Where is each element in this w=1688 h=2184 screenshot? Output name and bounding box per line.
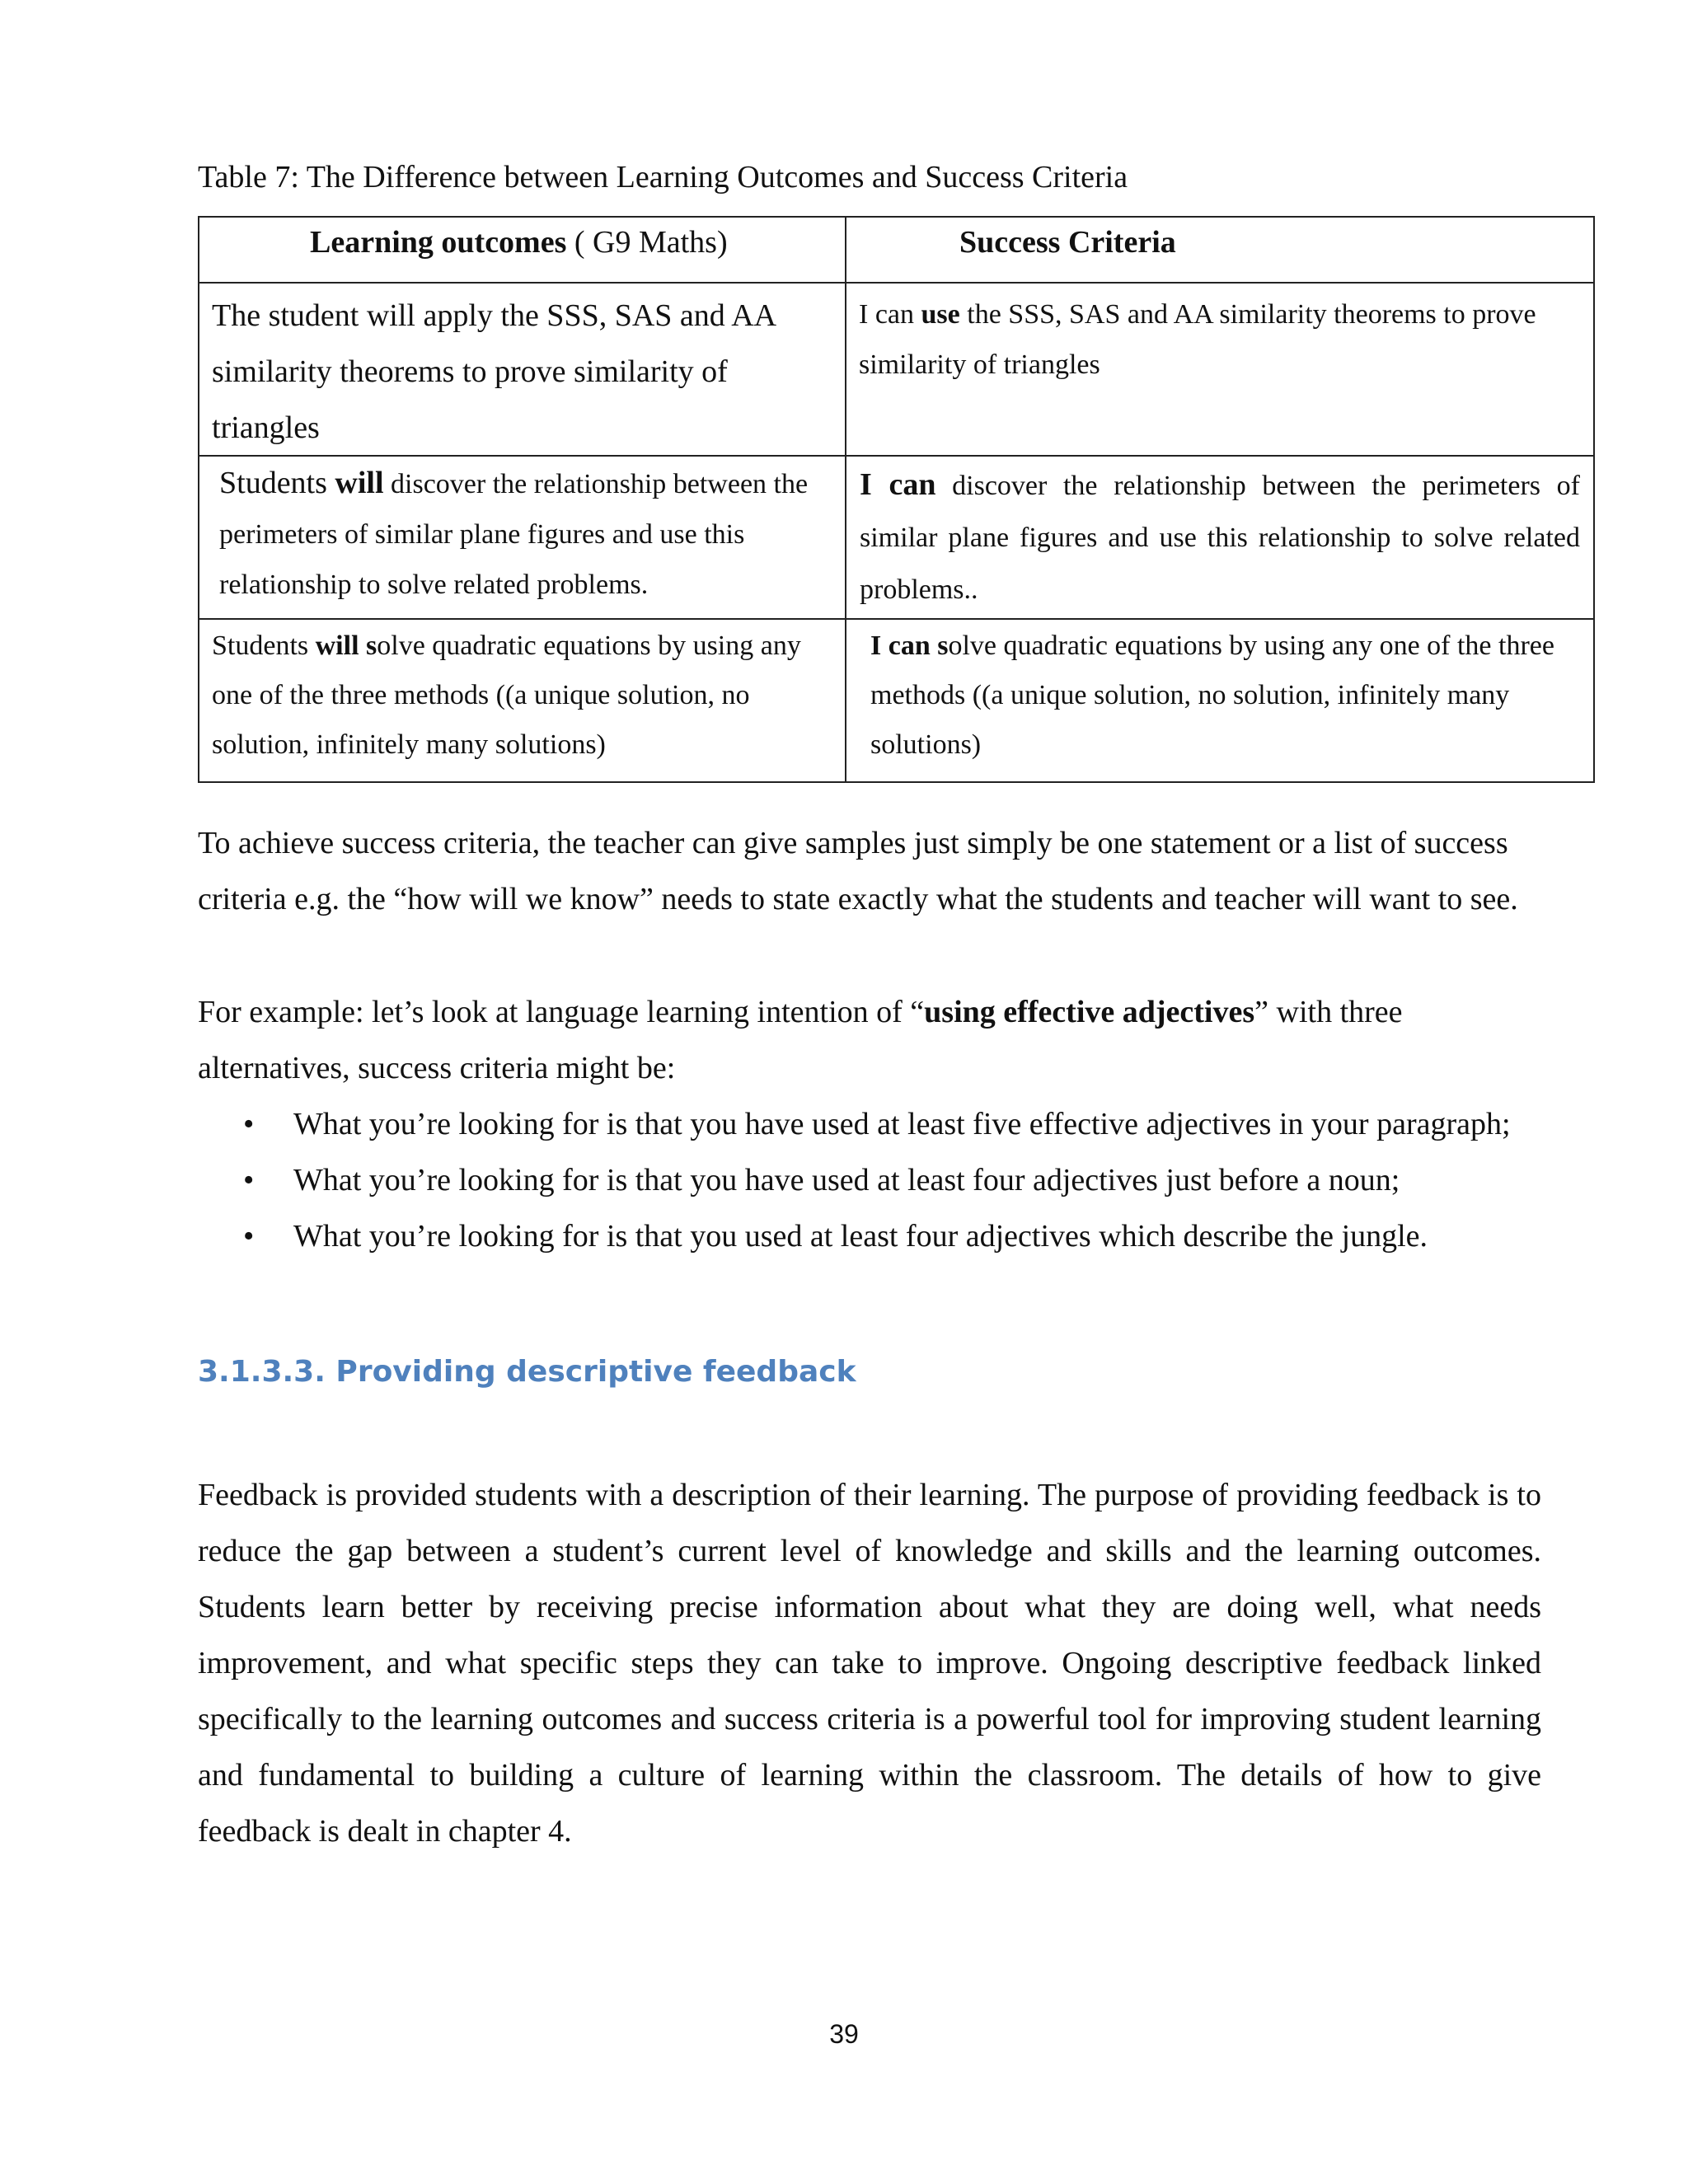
table-caption: Table 7: The Difference between Learning Outcomes and Success Criteria [198,160,1128,194]
paragraph-example [198,984,1546,1096]
table-cell-outcome [199,619,846,782]
criteria-text-bold: use [921,299,960,330]
outcome-text-post: olve quadratic equations by using any one of the three methods ((a unique solution, no solution, infinitely many solutions) [212,630,801,760]
header-cell-success-criteria [846,217,1594,283]
criteria-text [846,284,1593,390]
outcome-text [199,620,845,781]
table-cell-criteria [846,619,1594,782]
table-cell-outcome [199,283,846,456]
table-cell-criteria [846,283,1594,456]
paragraph-example-pre: For example: let’s look at language learning intention of “ [198,995,925,1029]
header-success-criteria-label: Success Criteria [959,225,1176,260]
bullet-icon: • [243,1219,255,1254]
table-row [199,283,1594,456]
outcome-text: The student will apply the SSS, SAS and AA similarity theorems to prove similarity of triangles [212,298,775,445]
criteria-text-post: discover the relationship between the perimeters of similar plane figures and use this relationship to solve related problems.. [860,471,1581,605]
criteria-text-bold: I can s [870,630,949,661]
header-cell-learning-outcomes [199,217,846,283]
outcome-text-bold: will [335,466,384,500]
table-cell-criteria [846,456,1594,619]
section-heading: 3.1.3.3. Providing descriptive feedback [198,1355,856,1389]
outcome-text-pre: Students [212,630,316,661]
outcome-text-pre: Students [219,466,335,500]
bullet-icon: • [243,1107,255,1141]
list-item [198,1096,1591,1152]
list-item-text: What you’re looking for is that you have used at least five effective adjectives in your paragraph; [293,1107,1511,1141]
list-item-text: What you’re looking for is that you have used at least four adjectives just before a noun; [293,1163,1400,1197]
header-learning-outcomes-suffix: ( G9 Maths) [566,225,728,260]
outcome-text-post: discover the relationship between the perimeters of similar plane figures and use this relationship to solve related problems. [219,469,809,600]
page-number: 39 [829,2019,859,2049]
list-item [198,1152,1591,1208]
paragraph-feedback: Feedback is provided students with a description of their learning. The purpose of providing feedback is to reduce the gap between a student’s current level of knowledge and skills and the learning outcomes. Students learn better by receiving precise information about what they are doing well, what needs improvement, and what specific steps they can take to improve. Ongoing descriptive feedback linked specifically to the learning outcomes and success criteria is a powerful tool for improving student learning and fundamental to building a culture of learning within the classroom. The details of how to give feedback is dealt in chapter 4. [198,1478,1541,1849]
criteria-text-pre: I can [859,299,921,330]
table-header-row [199,217,1594,283]
paragraph-success-criteria: To achieve success criteria, the teacher can give samples just simply be one statement or a list of success criteria e.g. the “how will we know” needs to state exactly what the students and teacher will want to see. [198,826,1518,916]
table-row [199,456,1594,619]
list-item-text: What you’re looking for is that you used at least four adjectives which describe the jungle. [293,1219,1428,1254]
criteria-bullet-list [198,1096,1591,1264]
table-cell-outcome [199,456,846,619]
paragraph-example-post: ” with three alternatives, success criteria might be: [198,995,1403,1085]
list-item [198,1208,1591,1264]
criteria-text-bold: I can [860,467,936,502]
table-row [199,619,1594,782]
header-learning-outcomes-label: Learning outcomes [310,225,567,260]
criteria-text-post: olve quadratic equations by using any one of the three methods ((a unique solution, no solution, infinitely many solutions) [870,630,1554,760]
comparison-table [198,216,1595,783]
outcome-text [199,457,845,618]
criteria-text [846,457,1593,616]
criteria-text-post: the SSS, SAS and AA similarity theorems to prove similarity of triangles [859,299,1536,380]
paragraph-example-bold: using effective adjectives [924,995,1255,1029]
bullet-icon: • [243,1163,255,1197]
criteria-text [846,620,1593,770]
outcome-text-bold: will s [315,630,377,661]
